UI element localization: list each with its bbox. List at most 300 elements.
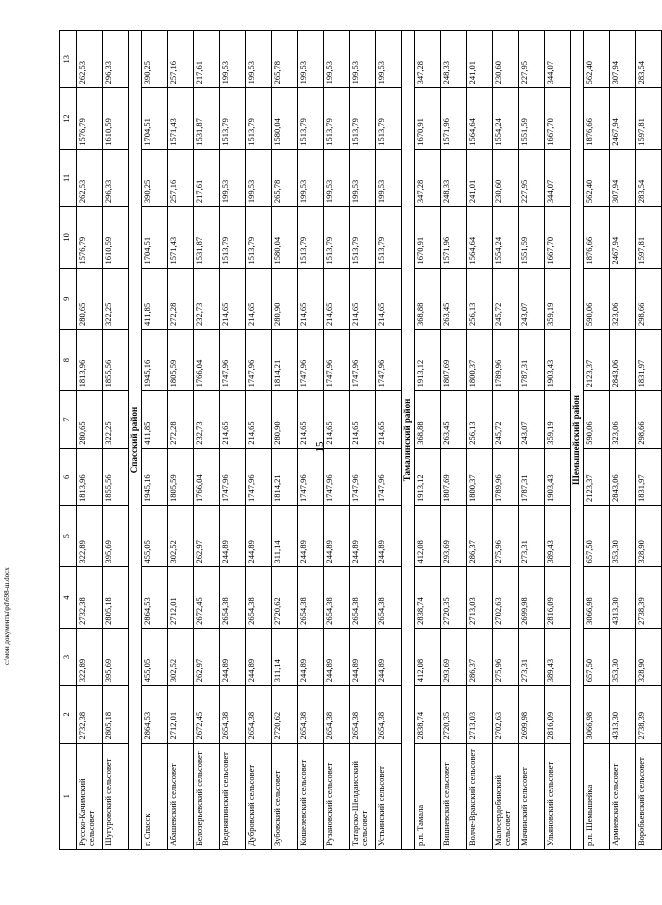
value-cell: 1571,43 — [168, 88, 194, 149]
table-row — [77, 31, 103, 850]
value-cell: 244,89 — [298, 506, 324, 567]
column-header: 1 — [60, 743, 77, 849]
column-header: 4 — [60, 567, 77, 628]
value-cell: 1814,21 — [272, 329, 298, 390]
value-cell: 328,90 — [636, 506, 662, 567]
value-cell: 214,65 — [220, 268, 246, 329]
value-cell: 2702,63 — [493, 686, 519, 743]
value-cell: 411,85 — [142, 391, 168, 448]
value-cell: 286,37 — [467, 506, 493, 567]
value-cell: 241,01 — [467, 149, 493, 206]
value-cell: 2843,06 — [610, 448, 636, 505]
value-cell: 293,69 — [441, 506, 467, 567]
value-cell: 1800,37 — [467, 329, 493, 390]
value-cell: 1513,79 — [298, 88, 324, 149]
value-cell: 245,72 — [493, 268, 519, 329]
value-cell: 2672,45 — [194, 567, 220, 628]
value-cell: 2654,38 — [324, 686, 350, 743]
value-cell: 2805,18 — [103, 567, 129, 628]
value-cell: 4313,30 — [610, 567, 636, 628]
value-cell: 243,07 — [519, 268, 545, 329]
value-cell: 2864,53 — [142, 567, 168, 628]
value-cell: 1513,79 — [324, 88, 350, 149]
value-cell: 2732,38 — [77, 686, 103, 743]
value-cell: 1876,66 — [584, 207, 610, 268]
value-cell: 1513,79 — [220, 207, 246, 268]
value-cell: 1597,81 — [636, 207, 662, 268]
settlement-name-cell: Кошелевский сельсовет — [298, 743, 324, 849]
value-cell: 245,72 — [493, 391, 519, 448]
value-cell: 2816,09 — [545, 686, 571, 743]
value-cell: 322,25 — [103, 268, 129, 329]
value-cell: 2654,38 — [324, 567, 350, 628]
settlement-name-cell: Рузановский сельсовет — [324, 743, 350, 849]
value-cell: 199,53 — [298, 31, 324, 88]
settlement-name-cell: Воробьевский сельсовет — [636, 743, 662, 849]
value-cell: 1610,59 — [103, 88, 129, 149]
settlement-name-cell: Малосердобинский сельсовет — [493, 743, 519, 849]
value-cell: 230,60 — [493, 31, 519, 88]
value-cell: 590,06 — [584, 391, 610, 448]
value-cell: 217,61 — [194, 149, 220, 206]
value-cell: 389,43 — [545, 628, 571, 685]
value-cell: 1554,24 — [493, 207, 519, 268]
value-cell: 3066,98 — [584, 686, 610, 743]
value-cell: 1747,96 — [220, 329, 246, 390]
column-header: 3 — [60, 628, 77, 685]
header-row — [60, 31, 77, 850]
table-row — [194, 31, 220, 850]
value-cell: 1554,24 — [493, 88, 519, 149]
value-cell: 1805,59 — [168, 329, 194, 390]
value-cell: 214,65 — [350, 391, 376, 448]
value-cell: 296,33 — [103, 149, 129, 206]
value-cell: 4313,30 — [610, 686, 636, 743]
value-cell: 2720,62 — [272, 686, 298, 743]
value-cell: 214,65 — [324, 268, 350, 329]
value-cell: 286,37 — [467, 628, 493, 685]
value-cell: 2738,39 — [636, 686, 662, 743]
value-cell: 1747,96 — [350, 329, 376, 390]
value-cell: 2654,38 — [220, 567, 246, 628]
settlement-name-cell: Устьинский сельсовет — [376, 743, 402, 849]
value-cell: 1813,96 — [77, 448, 103, 505]
value-cell: 1831,97 — [636, 448, 662, 505]
value-cell: 359,19 — [545, 268, 571, 329]
value-cell: 1747,96 — [298, 448, 324, 505]
table-row — [584, 31, 610, 850]
value-cell: 2654,38 — [350, 567, 376, 628]
value-cell: 199,53 — [246, 31, 272, 88]
table-body — [77, 31, 662, 850]
value-cell: 1747,96 — [246, 448, 272, 505]
value-cell: 217,61 — [194, 31, 220, 88]
value-cell: 302,52 — [168, 506, 194, 567]
value-cell: 262,97 — [194, 506, 220, 567]
value-cell: 455,05 — [142, 506, 168, 567]
value-cell: 232,73 — [194, 391, 220, 448]
value-cell: 1807,69 — [441, 329, 467, 390]
value-cell: 272,28 — [168, 391, 194, 448]
value-cell: 232,73 — [194, 268, 220, 329]
value-cell: 2654,38 — [298, 686, 324, 743]
value-cell: 2720,35 — [441, 567, 467, 628]
value-cell: 2654,38 — [246, 567, 272, 628]
value-cell: 307,94 — [610, 149, 636, 206]
value-cell: 230,60 — [493, 149, 519, 206]
value-cell: 389,43 — [545, 506, 571, 567]
value-cell: 214,65 — [246, 391, 272, 448]
table-row — [350, 31, 376, 850]
value-cell: 2864,53 — [142, 686, 168, 743]
value-cell: 273,31 — [519, 506, 545, 567]
value-cell: 263,45 — [441, 391, 467, 448]
value-cell: 1903,43 — [545, 329, 571, 390]
column-header: 6 — [60, 448, 77, 505]
tariff-table — [59, 30, 662, 850]
settlement-name-cell: Татарско-Шелдаисский сельсовет — [350, 743, 376, 849]
value-cell: 1747,96 — [324, 329, 350, 390]
value-cell: 275,96 — [493, 628, 519, 685]
table-row — [545, 31, 571, 850]
value-cell: 562,40 — [584, 31, 610, 88]
value-cell: 395,69 — [103, 628, 129, 685]
value-cell: 412,08 — [415, 628, 441, 685]
value-cell: 562,40 — [584, 149, 610, 206]
value-cell: 1580,04 — [272, 207, 298, 268]
value-cell: 293,69 — [441, 628, 467, 685]
value-cell: 1913,12 — [415, 448, 441, 505]
table-row — [441, 31, 467, 850]
value-cell: 1813,96 — [77, 329, 103, 390]
value-cell: 1913,12 — [415, 329, 441, 390]
value-cell: 1667,70 — [545, 88, 571, 149]
value-cell: 1831,97 — [636, 329, 662, 390]
value-cell: 1513,79 — [376, 88, 402, 149]
value-cell: 214,65 — [220, 391, 246, 448]
value-cell: 2123,37 — [584, 448, 610, 505]
value-cell: 199,53 — [350, 31, 376, 88]
value-cell: 244,89 — [350, 628, 376, 685]
value-cell: 227,95 — [519, 149, 545, 206]
value-cell: 2738,39 — [636, 567, 662, 628]
value-cell: 262,97 — [194, 628, 220, 685]
table-row — [610, 31, 636, 850]
value-cell: 199,53 — [220, 149, 246, 206]
value-cell: 590,06 — [584, 268, 610, 329]
value-cell: 390,25 — [142, 31, 168, 88]
table-row — [168, 31, 194, 850]
table-row — [246, 31, 272, 850]
value-cell: 1667,70 — [545, 207, 571, 268]
value-cell: 1576,79 — [77, 207, 103, 268]
section-title: Тамалинский район — [402, 31, 415, 850]
value-cell: 307,94 — [610, 31, 636, 88]
value-cell: 257,16 — [168, 31, 194, 88]
value-cell: 1787,31 — [519, 448, 545, 505]
table-row — [220, 31, 246, 850]
value-cell: 273,31 — [519, 628, 545, 685]
value-cell: 2699,98 — [519, 686, 545, 743]
value-cell: 323,06 — [610, 268, 636, 329]
value-cell: 1789,96 — [493, 329, 519, 390]
value-cell: 311,14 — [272, 628, 298, 685]
value-cell: 2702,63 — [493, 567, 519, 628]
value-cell: 263,45 — [441, 268, 467, 329]
value-cell: 262,53 — [77, 31, 103, 88]
rotated-table-container — [59, 30, 646, 850]
value-cell: 1747,96 — [324, 448, 350, 505]
value-cell: 1855,56 — [103, 448, 129, 505]
value-cell: 199,53 — [298, 149, 324, 206]
value-cell: 1513,79 — [246, 88, 272, 149]
column-header: 12 — [60, 88, 77, 149]
value-cell: 199,53 — [246, 149, 272, 206]
settlement-name-cell: г. Спасск — [142, 743, 168, 849]
table-row — [376, 31, 402, 850]
settlement-name-cell: Дубровский сельсовет — [246, 743, 272, 849]
value-cell: 1571,96 — [441, 207, 467, 268]
value-cell: 244,89 — [376, 506, 402, 567]
value-cell: 1670,91 — [415, 88, 441, 149]
value-cell: 1531,87 — [194, 88, 220, 149]
value-cell: 199,53 — [324, 31, 350, 88]
value-cell: 227,95 — [519, 31, 545, 88]
page-number: 15 — [314, 441, 326, 453]
value-cell: 1580,04 — [272, 88, 298, 149]
column-header: 13 — [60, 31, 77, 88]
settlement-name-cell: Мачинский сельсовет — [519, 743, 545, 849]
value-cell: 323,06 — [610, 391, 636, 448]
value-cell: 1800,37 — [467, 448, 493, 505]
value-cell: 455,05 — [142, 628, 168, 685]
value-cell: 1564,64 — [467, 207, 493, 268]
value-cell: 347,28 — [415, 149, 441, 206]
value-cell: 1789,96 — [493, 448, 519, 505]
value-cell: 1564,64 — [467, 88, 493, 149]
column-header: 8 — [60, 329, 77, 390]
value-cell: 298,66 — [636, 268, 662, 329]
value-cell: 280,90 — [272, 391, 298, 448]
value-cell: 2467,94 — [610, 88, 636, 149]
footer-file-path: c:\мои документы\pd\698-ш.docx — [3, 567, 11, 665]
column-header: 10 — [60, 207, 77, 268]
value-cell: 214,65 — [246, 268, 272, 329]
value-cell: 1531,87 — [194, 207, 220, 268]
value-cell: 2713,03 — [467, 567, 493, 628]
value-cell: 1766,04 — [194, 329, 220, 390]
value-cell: 344,07 — [545, 149, 571, 206]
value-cell: 1704,51 — [142, 88, 168, 149]
section-row — [129, 31, 142, 850]
value-cell: 2672,45 — [194, 686, 220, 743]
value-cell: 244,89 — [246, 506, 272, 567]
section-row — [402, 31, 415, 850]
table-row — [519, 31, 545, 850]
value-cell: 1597,81 — [636, 88, 662, 149]
value-cell: 1513,79 — [298, 207, 324, 268]
settlement-name-cell: Веденяпинский сельсовет — [220, 743, 246, 849]
value-cell: 2699,98 — [519, 567, 545, 628]
value-cell: 322,25 — [103, 391, 129, 448]
value-cell: 272,28 — [168, 268, 194, 329]
value-cell: 1571,43 — [168, 207, 194, 268]
value-cell: 1747,96 — [376, 448, 402, 505]
value-cell: 214,65 — [298, 268, 324, 329]
value-cell: 283,54 — [636, 149, 662, 206]
value-cell: 2843,06 — [610, 329, 636, 390]
value-cell: 1855,56 — [103, 329, 129, 390]
value-cell: 214,65 — [298, 391, 324, 448]
column-header: 5 — [60, 506, 77, 567]
value-cell: 298,66 — [636, 391, 662, 448]
value-cell: 257,16 — [168, 149, 194, 206]
value-cell: 1576,79 — [77, 88, 103, 149]
value-cell: 243,07 — [519, 391, 545, 448]
value-cell: 1747,96 — [376, 329, 402, 390]
value-cell: 390,25 — [142, 149, 168, 206]
table-row — [324, 31, 350, 850]
value-cell: 412,08 — [415, 506, 441, 567]
value-cell: 1807,69 — [441, 448, 467, 505]
settlement-name-cell: Белозерьевский сельсовет — [194, 743, 220, 849]
value-cell: 657,50 — [584, 628, 610, 685]
value-cell: 1747,96 — [298, 329, 324, 390]
value-cell: 262,53 — [77, 149, 103, 206]
value-cell: 3066,98 — [584, 567, 610, 628]
value-cell: 1704,51 — [142, 207, 168, 268]
value-cell: 214,65 — [324, 391, 350, 448]
value-cell: 368,88 — [415, 268, 441, 329]
value-cell: 322,89 — [77, 628, 103, 685]
value-cell: 280,90 — [272, 268, 298, 329]
value-cell: 244,89 — [246, 628, 272, 685]
value-cell: 395,69 — [103, 506, 129, 567]
value-cell: 1513,79 — [350, 207, 376, 268]
value-cell: 248,33 — [441, 149, 467, 206]
table-row — [103, 31, 129, 850]
value-cell: 2467,94 — [610, 207, 636, 268]
value-cell: 241,01 — [467, 31, 493, 88]
section-title: Спасский район — [129, 31, 142, 850]
value-cell: 265,78 — [272, 149, 298, 206]
value-cell: 256,13 — [467, 391, 493, 448]
value-cell: 199,53 — [376, 31, 402, 88]
value-cell: 311,14 — [272, 506, 298, 567]
value-cell: 2720,62 — [272, 567, 298, 628]
value-cell: 2123,37 — [584, 329, 610, 390]
value-cell: 1945,16 — [142, 448, 168, 505]
value-cell: 2654,38 — [246, 686, 272, 743]
value-cell: 244,89 — [324, 628, 350, 685]
column-header: 2 — [60, 686, 77, 743]
value-cell: 2654,38 — [376, 567, 402, 628]
settlement-name-cell: Шугуровский сельсовет — [103, 743, 129, 849]
value-cell: 347,28 — [415, 31, 441, 88]
value-cell: 1513,79 — [220, 88, 246, 149]
table-row — [142, 31, 168, 850]
value-cell: 214,65 — [376, 268, 402, 329]
value-cell: 2838,74 — [415, 567, 441, 628]
value-cell: 280,65 — [77, 268, 103, 329]
value-cell: 2654,38 — [298, 567, 324, 628]
value-cell: 359,19 — [545, 391, 571, 448]
value-cell: 1903,43 — [545, 448, 571, 505]
value-cell: 2713,03 — [467, 686, 493, 743]
value-cell: 199,53 — [220, 31, 246, 88]
value-cell: 657,50 — [584, 506, 610, 567]
value-cell: 302,52 — [168, 628, 194, 685]
value-cell: 1571,96 — [441, 88, 467, 149]
value-cell: 328,90 — [636, 628, 662, 685]
settlement-name-cell: Ульяновский сельсовет — [545, 743, 571, 849]
value-cell: 214,65 — [350, 268, 376, 329]
value-cell: 2654,38 — [376, 686, 402, 743]
value-cell: 344,07 — [545, 31, 571, 88]
value-cell: 244,89 — [350, 506, 376, 567]
value-cell: 1747,96 — [350, 448, 376, 505]
settlement-name-cell: Русско-Качимский сельсовет — [77, 743, 103, 849]
settlement-name-cell: р.п. Тамала — [415, 743, 441, 849]
value-cell: 2838,74 — [415, 686, 441, 743]
value-cell: 199,53 — [350, 149, 376, 206]
value-cell: 322,89 — [77, 506, 103, 567]
settlement-name-cell: Абашевский сельсовет — [168, 743, 194, 849]
section-row — [571, 31, 584, 850]
column-header: 11 — [60, 149, 77, 206]
value-cell: 1945,16 — [142, 329, 168, 390]
value-cell: 244,89 — [298, 628, 324, 685]
value-cell: 1551,59 — [519, 88, 545, 149]
value-cell: 1551,59 — [519, 207, 545, 268]
value-cell: 199,53 — [376, 149, 402, 206]
value-cell: 1747,96 — [246, 329, 272, 390]
value-cell: 1766,04 — [194, 448, 220, 505]
settlement-name-cell: Волче-Вракский сельсовет — [467, 743, 493, 849]
value-cell: 1513,79 — [324, 207, 350, 268]
value-cell: 296,33 — [103, 31, 129, 88]
value-cell: 1670,91 — [415, 207, 441, 268]
value-cell: 1513,79 — [376, 207, 402, 268]
settlement-name-cell: Армиевский сельсовет — [610, 743, 636, 849]
value-cell: 2720,35 — [441, 686, 467, 743]
value-cell: 199,53 — [324, 149, 350, 206]
settlement-name-cell: р.п. Шемышейка — [584, 743, 610, 849]
value-cell: 256,13 — [467, 268, 493, 329]
value-cell: 244,89 — [220, 628, 246, 685]
value-cell: 244,89 — [220, 506, 246, 567]
value-cell: 244,89 — [324, 506, 350, 567]
table-row — [636, 31, 662, 850]
value-cell: 1610,59 — [103, 207, 129, 268]
value-cell: 368,88 — [415, 391, 441, 448]
value-cell: 353,30 — [610, 628, 636, 685]
value-cell: 1876,66 — [584, 88, 610, 149]
value-cell: 1513,79 — [350, 88, 376, 149]
value-cell: 1814,21 — [272, 448, 298, 505]
value-cell: 2712,01 — [168, 567, 194, 628]
value-cell: 275,96 — [493, 506, 519, 567]
value-cell: 1787,31 — [519, 329, 545, 390]
value-cell: 280,65 — [77, 391, 103, 448]
table-row — [467, 31, 493, 850]
value-cell: 411,85 — [142, 268, 168, 329]
settlement-name-cell: Зубовский сельсовет — [272, 743, 298, 849]
value-cell: 2712,01 — [168, 686, 194, 743]
value-cell: 1747,96 — [220, 448, 246, 505]
section-title: Шемышейский район — [571, 31, 584, 850]
value-cell: 2654,38 — [350, 686, 376, 743]
